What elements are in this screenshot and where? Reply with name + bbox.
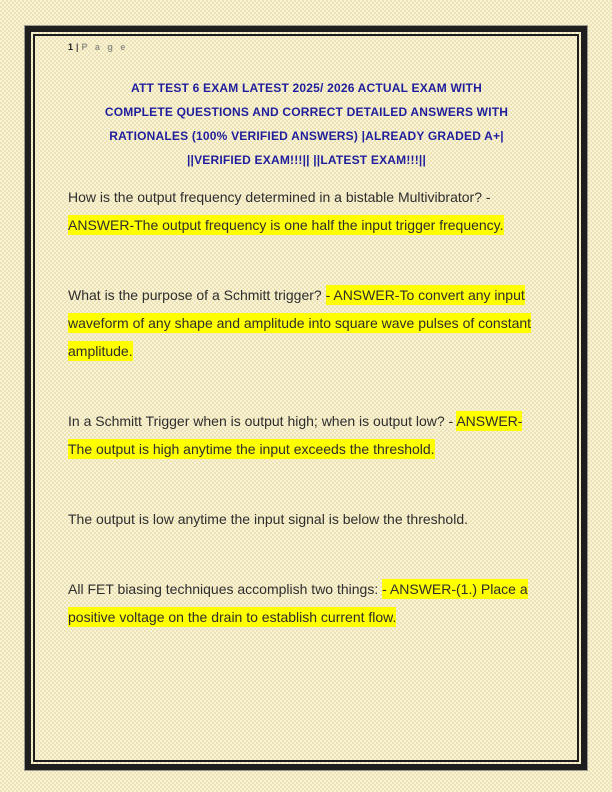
question-text: What is the purpose of a Schmitt trigger? xyxy=(68,287,326,303)
question-text: All FET biasing techniques accomplish two things: xyxy=(68,581,383,597)
page-label: P a g e xyxy=(81,42,128,52)
question-text: The output is low anytime the input signal is below the threshold. xyxy=(68,511,469,527)
qa-content xyxy=(68,183,545,631)
qa-paragraph-5 xyxy=(68,575,538,631)
page-number-separator: | xyxy=(76,42,80,52)
qa-paragraph-3 xyxy=(68,407,538,463)
answer-highlight: ANSWER-The output frequency is one half the input trigger frequency. xyxy=(68,217,504,233)
question-text: How is the output frequency determined in a bistable Multivibrator? - xyxy=(68,189,491,205)
exam-title-line-4: ||VERIFIED EXAM!!!|| ||LATEST EXAM!!!|| xyxy=(186,153,427,167)
qa-paragraph-1 xyxy=(68,183,538,239)
page-border-frame xyxy=(25,26,587,770)
page-border-inner xyxy=(33,34,579,762)
question-text: In a Schmitt Trigger when is output high; when is output low? - xyxy=(68,413,457,429)
qa-paragraph-4 xyxy=(68,505,538,533)
answer-highlight: ANSWER-The output is high anytime the input exceeds the threshold. xyxy=(68,413,523,457)
answer-highlight: - ANSWER-To convert any input waveform of any shape and amplitude into square wave pulses of constant amplitude. xyxy=(68,287,532,359)
page-number-header xyxy=(68,42,545,52)
exam-title-line-1: ATT TEST 6 EXAM LATEST 2025/ 2026 ACTUAL EXAM WITH xyxy=(131,81,482,95)
exam-title xyxy=(68,76,545,172)
answer-highlight: - ANSWER-(1.) Place a positive voltage on the drain to establish current flow. xyxy=(68,581,528,625)
qa-paragraph-2 xyxy=(68,281,538,365)
exam-title-line-2: COMPLETE QUESTIONS AND CORRECT DETAILED ANSWERS WITH xyxy=(104,105,509,119)
page-number: 1 xyxy=(68,42,75,52)
exam-title-line-3: RATIONALES (100% VERIFIED ANSWERS) |ALREADY GRADED A+| xyxy=(109,129,504,143)
